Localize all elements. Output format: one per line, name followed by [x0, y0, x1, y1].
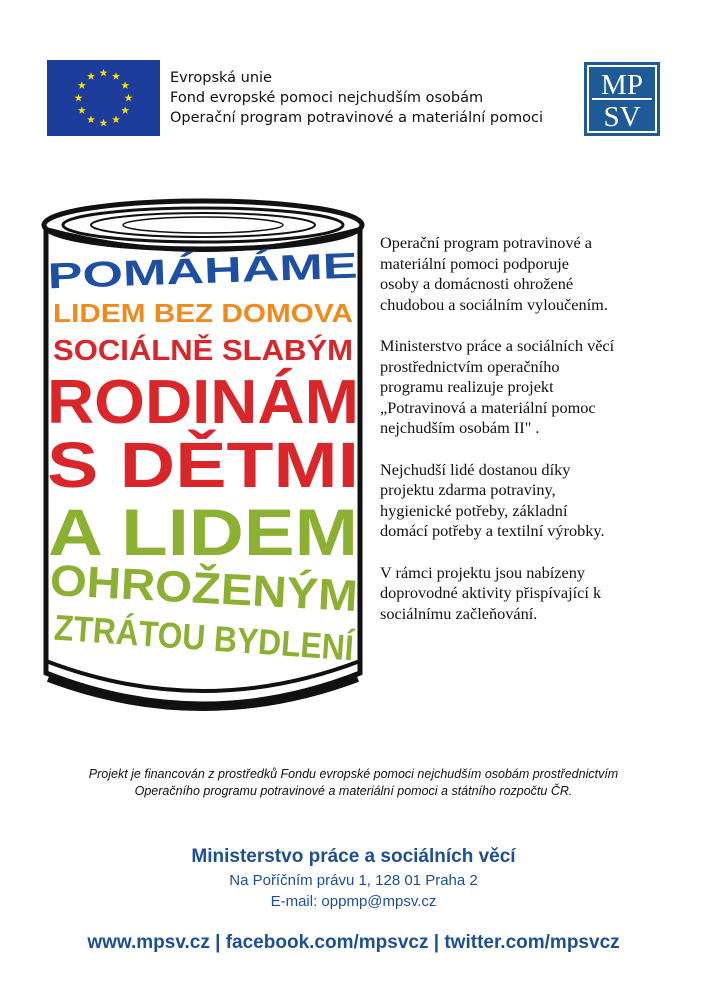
can-graphic — [38, 195, 368, 715]
text-line: domácí potřeby a textilní výrobky. — [380, 521, 605, 540]
eu-star-icon — [87, 115, 95, 123]
text-line: Ministerstvo práce a sociálních věcí — [380, 336, 615, 355]
slogan-line-ztratou-bydleni: ZTRÁTOU BYDLENÍ — [52, 606, 368, 672]
mpsv-logo-top: MP — [601, 69, 643, 101]
funding-note — [0, 766, 707, 800]
eu-star-icon — [121, 106, 129, 114]
slogan-line-socialne-slabym: SOCIÁLNĚ SLABÝM — [53, 335, 334, 367]
slogan-line-lidem-bez-domova: LIDEM BEZ DOMOVA — [53, 298, 354, 328]
text-line: hygienické potřeby, základní — [380, 500, 568, 520]
paragraph-activities — [380, 563, 690, 625]
slogan-line-rodinam: RODINÁM — [47, 368, 359, 437]
eu-stars-icon — [47, 60, 160, 136]
food-can-illustration — [38, 195, 368, 715]
eu-star-icon — [121, 81, 129, 89]
text-line: Operační program potravinové a — [380, 233, 593, 252]
eu-line-2: Fond evropské pomoci nejchudším osobám — [170, 90, 484, 106]
text-line: Nejchudší lidé dostanou díky — [380, 459, 571, 479]
text-line: chudobou a sociálním vyloučením. — [380, 294, 608, 314]
eu-flag — [47, 60, 160, 136]
mpsv-logo — [584, 62, 660, 136]
text-line: sociálnímu začleňování. — [380, 603, 538, 623]
eu-star-icon — [78, 106, 86, 114]
slogan-line-a-lidem: A LIDEM — [48, 495, 358, 569]
text-line: programu realizuje projekt — [380, 377, 554, 396]
eu-line-3: Operační program potravinové a materiální pomoci — [170, 110, 543, 126]
mpsv-logo-bottom: SV — [603, 101, 641, 133]
website-link[interactable]: www.mpsv.cz — [87, 932, 210, 953]
facebook-link[interactable]: facebook.com/mpsvcz — [225, 932, 429, 953]
ministry-name: Ministerstvo práce a sociálních věcí — [191, 846, 516, 867]
text-line: materiální pomoci podporuje — [380, 253, 569, 273]
text-line: doprovodné aktivity přispívající k — [380, 583, 602, 602]
eu-star-icon — [87, 72, 95, 80]
twitter-link[interactable]: twitter.com/mpsvcz — [444, 932, 620, 953]
slogan-line-pomahame: POMÁHÁME — [46, 247, 263, 297]
funding-line-1: Projekt je financován z prostředků Fondu evropské pomoci nejchudším osobám prostřednictvím — [88, 767, 619, 781]
contact-block — [0, 844, 707, 912]
funding-line-2: Operačního programu potravinové a materiální pomoci a státního rozpočtu ČR. — [134, 784, 573, 798]
slogan-line-ohrozenym: OHROŽENÝM — [48, 555, 337, 620]
paragraph-ministry — [380, 336, 690, 439]
slogan-line-s-detmi: S DĚTMI — [47, 429, 307, 501]
eu-star-icon — [112, 115, 120, 123]
mpsv-logo-graphic — [584, 62, 660, 136]
eu-star-icon — [78, 81, 86, 89]
text-line: V rámci projektu jsou nabízeny — [380, 562, 585, 582]
eu-line-1: Evropská unie — [170, 70, 272, 86]
project-description — [380, 233, 690, 645]
web-links — [0, 932, 707, 954]
text-line: osoby a domácnosti ohrožené — [380, 274, 574, 293]
eu-star-icon — [125, 94, 133, 102]
text-line: projektu zdarma potraviny, — [380, 480, 556, 499]
email-link[interactable]: E-mail: oppmp@mpsv.cz — [270, 893, 437, 910]
eu-star-icon — [75, 94, 83, 102]
eu-star-icon — [100, 119, 108, 127]
text-line: prostřednictvím operačního — [380, 356, 560, 376]
link-separator: | — [215, 932, 221, 953]
text-line: „Potravinová a materiální pomoc — [380, 397, 596, 417]
eu-star-icon — [112, 72, 120, 80]
eu-program-text — [170, 68, 543, 128]
paragraph-program — [380, 233, 690, 315]
eu-star-icon — [100, 69, 108, 77]
paragraph-aid — [380, 460, 690, 542]
text-line: nejchudším osobám II" . — [380, 418, 540, 437]
address: Na Poříčním právu 1, 128 01 Praha 2 — [229, 872, 478, 889]
link-separator: | — [433, 932, 440, 953]
